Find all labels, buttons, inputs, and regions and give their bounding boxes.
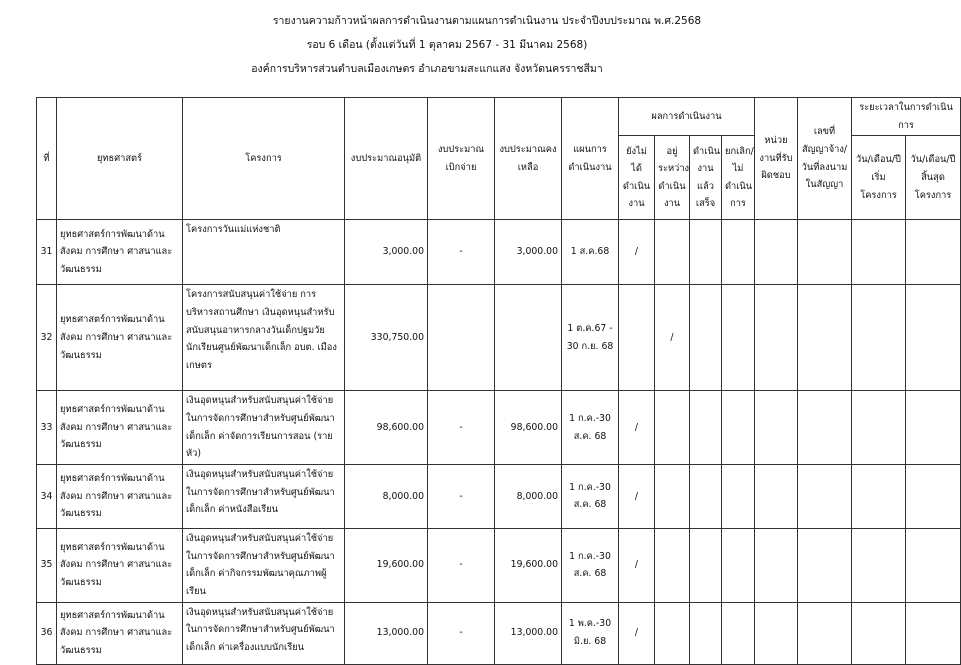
row-in-progress xyxy=(655,464,690,528)
row-contract xyxy=(798,391,852,465)
report-period: รอบ 6 เดือน (ตั้งแต่วันที่ 1 ตุลาคม 2567 - 31 มีนาคม 2568) xyxy=(306,39,588,51)
row-plan: 1 ก.ค.-30 ส.ค. 68 xyxy=(562,391,619,465)
row-no: 33 xyxy=(37,391,57,465)
table-row xyxy=(37,602,961,664)
col-header-plan: แผนการดำเนินงาน xyxy=(562,98,619,220)
row-cancelled xyxy=(722,285,755,391)
col-header-contract: เลขที่สัญญาจ้าง/วันที่ลงนามในสัญญา xyxy=(798,98,852,220)
col-header-remaining: งบประมาณคงเหลือ xyxy=(495,98,562,220)
row-disbursed: - xyxy=(428,220,495,285)
row-plan: 1 ต.ค.67 - 30 ก.ย. 68 xyxy=(562,285,619,391)
row-done xyxy=(690,464,722,528)
row-approved: 8,000.00 xyxy=(345,464,428,528)
row-strategy: ยุทธศาสตร์การพัฒนาด้านสังคม การศึกษา ศาสนาและวัฒนธรรม xyxy=(57,528,183,602)
row-project: เงินอุดหนุนสำหรับสนับสนุนค่าใช้จ่ายในการจัดการศึกษาสำหรับศูนย์พัฒนาเด็กเล็ก ค่าเครื่องแบบนักเรียน xyxy=(183,602,345,664)
row-period-start xyxy=(852,220,906,285)
row-in-progress xyxy=(655,220,690,285)
row-contract xyxy=(798,528,852,602)
row-period-end xyxy=(906,285,961,391)
row-period-start xyxy=(852,528,906,602)
row-period-end xyxy=(906,602,961,664)
row-disbursed: - xyxy=(428,464,495,528)
col-header-unit: หน่วยงานที่รับผิดชอบ xyxy=(755,98,798,220)
row-approved: 98,600.00 xyxy=(345,391,428,465)
results-table xyxy=(36,97,961,665)
row-period-start xyxy=(852,602,906,664)
row-approved: 330,750.00 xyxy=(345,285,428,391)
row-unit xyxy=(755,220,798,285)
row-remaining: 3,000.00 xyxy=(495,220,562,285)
report-organization: องค์การบริหารส่วนตำบลเมืองเกษตร อำเภอขามสะแกแสง จังหวัดนครราชสีมา xyxy=(251,63,603,75)
col-header-in-progress: อยู่ระหว่างดำเนินงาน xyxy=(655,136,690,220)
row-done xyxy=(690,528,722,602)
row-project: โครงการวันแม่แห่งชาติ xyxy=(183,220,345,285)
row-period-end xyxy=(906,391,961,465)
table-row xyxy=(37,391,961,465)
row-not-started: / xyxy=(619,220,655,285)
row-strategy: ยุทธศาสตร์การพัฒนาด้านสังคม การศึกษา ศาสนาและวัฒนธรรม xyxy=(57,220,183,285)
row-contract xyxy=(798,220,852,285)
row-project: เงินอุดหนุนสำหรับสนับสนุนค่าใช้จ่ายในการจัดการศึกษาสำหรับศูนย์พัฒนาเด็กเล็ก ค่าหนังสือเรียน xyxy=(183,464,345,528)
col-header-period-start: วัน/เดือน/ปี เริ่มโครงการ xyxy=(852,136,906,220)
table-row xyxy=(37,528,961,602)
row-contract xyxy=(798,464,852,528)
row-in-progress xyxy=(655,602,690,664)
row-disbursed: - xyxy=(428,528,495,602)
col-header-no: ที่ xyxy=(37,98,57,220)
row-cancelled xyxy=(722,602,755,664)
col-header-approved: งบประมาณอนุมัติ xyxy=(345,98,428,220)
col-header-results: ผลการดำเนินงาน xyxy=(619,98,755,136)
row-approved: 19,600.00 xyxy=(345,528,428,602)
row-not-started: / xyxy=(619,391,655,465)
row-period-end xyxy=(906,464,961,528)
row-disbursed: - xyxy=(428,391,495,465)
row-in-progress xyxy=(655,528,690,602)
report-title: รายงานความก้าวหน้าผลการดำเนินงานตามแผนการดำเนินงาน ประจำปีงบประมาณ พ.ศ.2568 xyxy=(272,15,702,27)
row-plan: 1 ส.ค.68 xyxy=(562,220,619,285)
row-approved: 3,000.00 xyxy=(345,220,428,285)
row-in-progress: / xyxy=(655,285,690,391)
table-row xyxy=(37,285,961,391)
col-header-strategy: ยุทธศาสตร์ xyxy=(57,98,183,220)
row-cancelled xyxy=(722,391,755,465)
row-done xyxy=(690,602,722,664)
row-remaining: 8,000.00 xyxy=(495,464,562,528)
row-remaining: 13,000.00 xyxy=(495,602,562,664)
col-header-done: ดำเนินงานแล้วเสร็จ xyxy=(690,136,722,220)
row-period-start xyxy=(852,285,906,391)
row-unit xyxy=(755,602,798,664)
row-in-progress xyxy=(655,391,690,465)
row-done xyxy=(690,220,722,285)
col-header-project: โครงการ xyxy=(183,98,345,220)
row-remaining: 19,600.00 xyxy=(495,528,562,602)
row-project: เงินอุดหนุนสำหรับสนับสนุนค่าใช้จ่ายในการจัดการศึกษาสำหรับศูนย์พัฒนาเด็กเล็ก ค่าจัดการเรียนการสอน (รายหัว) xyxy=(183,391,345,465)
row-unit xyxy=(755,528,798,602)
row-contract xyxy=(798,602,852,664)
col-header-not-started: ยังไม่ได้ดำเนินงาน xyxy=(619,136,655,220)
row-project: เงินอุดหนุนสำหรับสนับสนุนค่าใช้จ่ายในการจัดการศึกษาสำหรับศูนย์พัฒนาเด็กเล็ก ค่ากิจกรรมพัฒนาคุณภาพผู้เรียน xyxy=(183,528,345,602)
row-strategy: ยุทธศาสตร์การพัฒนาด้านสังคม การศึกษา ศาสนาและวัฒนธรรม xyxy=(57,391,183,465)
row-period-start xyxy=(852,464,906,528)
row-strategy: ยุทธศาสตร์การพัฒนาด้านสังคม การศึกษา ศาสนาและวัฒนธรรม xyxy=(57,464,183,528)
row-contract xyxy=(798,285,852,391)
row-no: 35 xyxy=(37,528,57,602)
row-plan: 1 ก.ค.-30 ส.ค. 68 xyxy=(562,528,619,602)
row-disbursed: - xyxy=(428,602,495,664)
row-no: 36 xyxy=(37,602,57,664)
row-cancelled xyxy=(722,464,755,528)
row-approved: 13,000.00 xyxy=(345,602,428,664)
row-cancelled xyxy=(722,528,755,602)
col-header-period: ระยะเวลาในการดำเนินการ xyxy=(852,98,961,136)
col-header-disbursed: งบประมาณเบิกจ่าย xyxy=(428,98,495,220)
row-plan: 1 ก.ค.-30 ส.ค. 68 xyxy=(562,464,619,528)
row-strategy: ยุทธศาสตร์การพัฒนาด้านสังคม การศึกษา ศาสนาและวัฒนธรรม xyxy=(57,285,183,391)
col-header-cancelled: ยกเลิก/ไม่ดำเนินการ xyxy=(722,136,755,220)
row-cancelled xyxy=(722,220,755,285)
row-plan: 1 พ.ค.-30 มิ.ย. 68 xyxy=(562,602,619,664)
row-remaining xyxy=(495,285,562,391)
row-done xyxy=(690,391,722,465)
row-not-started: / xyxy=(619,464,655,528)
row-unit xyxy=(755,391,798,465)
row-remaining: 98,600.00 xyxy=(495,391,562,465)
row-not-started: / xyxy=(619,602,655,664)
row-no: 34 xyxy=(37,464,57,528)
table-row xyxy=(37,464,961,528)
row-not-started: / xyxy=(619,528,655,602)
row-no: 32 xyxy=(37,285,57,391)
row-strategy: ยุทธศาสตร์การพัฒนาด้านสังคม การศึกษา ศาสนาและวัฒนธรรม xyxy=(57,602,183,664)
row-unit xyxy=(755,285,798,391)
row-unit xyxy=(755,464,798,528)
row-period-start xyxy=(852,391,906,465)
row-not-started xyxy=(619,285,655,391)
row-period-end xyxy=(906,220,961,285)
col-header-period-end: วัน/เดือน/ปี สิ้นสุดโครงการ xyxy=(906,136,961,220)
row-disbursed xyxy=(428,285,495,391)
row-project: โครงการสนับสนุนค่าใช้จ่าย การบริหารสถานศึกษา เงินอุดหนุนสำหรับสนับสนุนอาหารกลางวันเด็กปฐมวัยนักเรียนศูนย์พัฒนาเด็กเล็ก อบต. เมืองเกษตร xyxy=(183,285,345,391)
row-period-end xyxy=(906,528,961,602)
row-done xyxy=(690,285,722,391)
table-row xyxy=(37,220,961,285)
row-no: 31 xyxy=(37,220,57,285)
